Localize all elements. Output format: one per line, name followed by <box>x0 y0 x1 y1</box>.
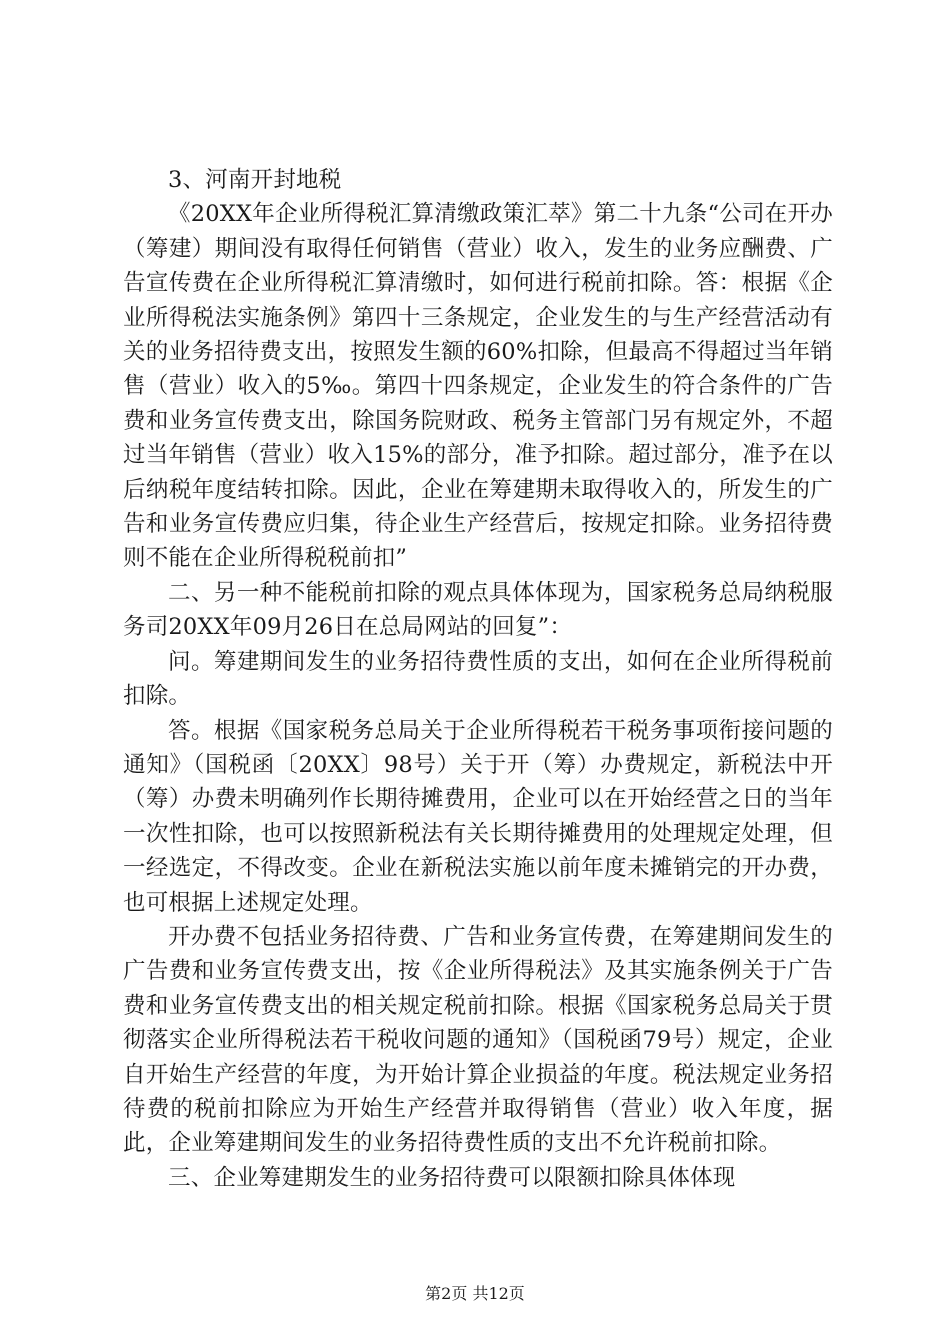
page-number-footer: 第2页 共12页 <box>425 1284 525 1303</box>
document-body <box>123 163 833 1195</box>
paragraph-second-view: 二、另一种不能税前扣除的观点具体体现为，国家税务总局纳税服务司20XX年09月26日在总局网站的回复”： <box>123 579 833 641</box>
paragraph-policy-excerpt: 《20XX年企业所得税汇算清缴政策汇萃》第二十九条“公司在开办（筹建）期间没有取得任何销售（营业）收入，发生的业务应酬费、广告宣传费在企业所得税汇算清缴时，如何进行税前扣除。答：根据《企业所得税法实施条例》第四十三条规定，企业发生的与生产经营活动有关的业务招待费支出，按照发生额的60%扣除，但最高不得超过当年销售（营业）收入的5‰。第四十四条规定，企业发生的符合条件的广告费和业务宣传费支出，除国务院财政、税务主管部门另有规定外，不超过当年销售（营业）收入15%的部分，准予扣除。超过部分，准予在以后纳税年度结转扣除。因此，企业在筹建期未取得收入的，所发生的广告和业务宣传费应归集，待企业生产经营后，按规定扣除。业务招待费则不能在企业所得税税前扣” <box>123 201 833 572</box>
paragraph-startup-costs: 开办费不包括业务招待费、广告和业务宣传费，在筹建期间发生的广告费和业务宣传费支出，按《企业所得税法》及其实施条例关于广告费和业务宣传费支出的相关规定税前扣除。根据《国家税务总局关于贯彻落实企业所得税法若干税收问题的通知》（国税函79号）规定，企业自开始生产经营的年度，为开始计算企业损益的年度。税法规定业务招待费的税前扣除应为开始生产经营并取得销售（营业）收入年度，据此，企业筹建期间发生的业务招待费性质的支出不允许税前扣除。 <box>123 923 833 1157</box>
paragraph-third-view: 三、企业筹建期发生的业务招待费可以限额扣除具体体现 <box>168 1164 736 1191</box>
heading-henan-kaifeng: 3、河南开封地税 <box>168 167 342 193</box>
paragraph-question: 问。筹建期间发生的业务招待费性质的支出，如何在企业所得税前扣除。 <box>123 648 833 710</box>
paragraph-answer: 答。根据《国家税务总局关于企业所得税若干税务事项衔接问题的通知》（国税函〔20XX〕98号）关于开（筹）办费规定，新税法中开（筹）办费未明确列作长期待摊费用，企业可以在开始经营之日的当年一次性扣除，也可以按照新税法有关长期待摊费用的处理规定处理，但一经选定，不得改变。企业在新税法实施以前年度未摊销完的开办费，也可根据上述规定处理。 <box>123 717 833 916</box>
